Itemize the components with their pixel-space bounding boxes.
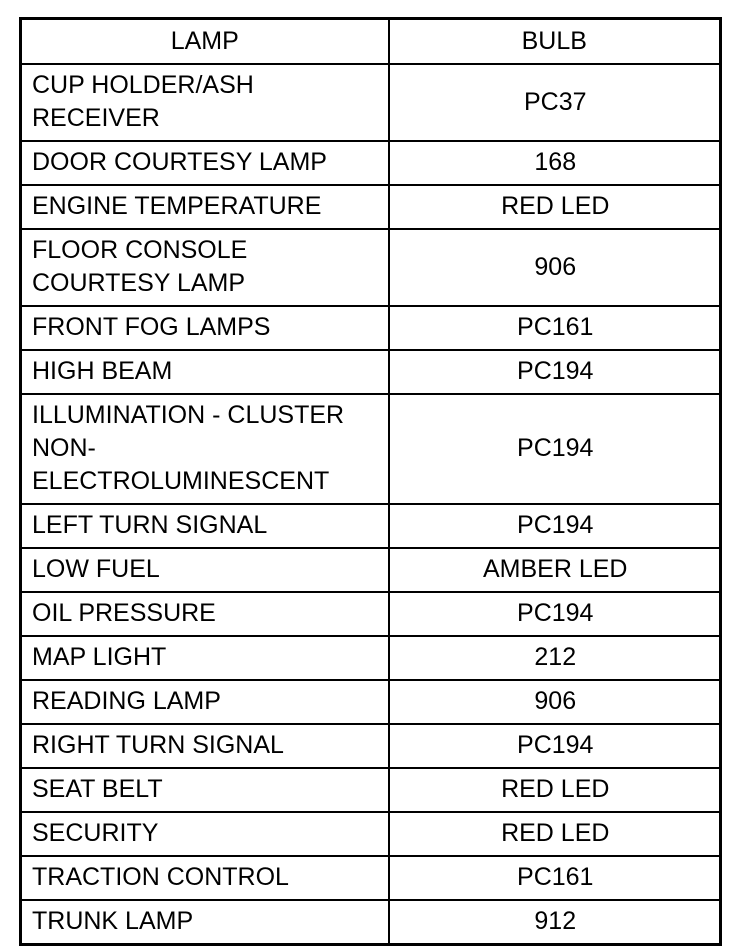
bulb-cell: 906: [389, 229, 721, 306]
bulb-cell: PC161: [389, 306, 721, 350]
bulb-cell: 212: [389, 636, 721, 680]
bulb-cell: PC194: [389, 394, 721, 504]
table-header-row: [21, 19, 721, 65]
table-row: [21, 394, 721, 504]
table-row: [21, 504, 721, 548]
table-row: [21, 229, 721, 306]
lamp-column-header: LAMP: [21, 19, 389, 65]
lamp-cell: FLOOR CONSOLE COURTESY LAMP: [21, 229, 389, 306]
lamp-cell: SEAT BELT: [21, 768, 389, 812]
table-row: [21, 141, 721, 185]
table-row: [21, 548, 721, 592]
table-row: [21, 900, 721, 945]
bulb-cell: PC194: [389, 724, 721, 768]
table-row: [21, 350, 721, 394]
lamp-cell: READING LAMP: [21, 680, 389, 724]
lamp-cell: OIL PRESSURE: [21, 592, 389, 636]
bulb-cell: PC194: [389, 592, 721, 636]
lamp-cell: HIGH BEAM: [21, 350, 389, 394]
bulb-cell: PC194: [389, 504, 721, 548]
lamp-cell: TRACTION CONTROL: [21, 856, 389, 900]
lamp-cell: RIGHT TURN SIGNAL: [21, 724, 389, 768]
bulb-cell: RED LED: [389, 812, 721, 856]
lamp-cell: DOOR COURTESY LAMP: [21, 141, 389, 185]
bulb-column-header: BULB: [389, 19, 721, 65]
table-row: [21, 856, 721, 900]
lamp-cell: FRONT FOG LAMPS: [21, 306, 389, 350]
table-row: [21, 768, 721, 812]
table-row: [21, 680, 721, 724]
lamp-cell: ENGINE TEMPERATURE: [21, 185, 389, 229]
table-row: [21, 812, 721, 856]
lamp-bulb-table: [19, 17, 722, 946]
table-row: [21, 185, 721, 229]
bulb-cell: PC161: [389, 856, 721, 900]
lamp-cell: MAP LIGHT: [21, 636, 389, 680]
bulb-cell: 168: [389, 141, 721, 185]
bulb-cell: 912: [389, 900, 721, 945]
table-row: [21, 592, 721, 636]
bulb-cell: 906: [389, 680, 721, 724]
bulb-cell: RED LED: [389, 185, 721, 229]
bulb-cell: RED LED: [389, 768, 721, 812]
bulb-cell: PC37: [389, 64, 721, 141]
lamp-cell: ILLUMINATION - CLUSTER NON-ELECTROLUMINESCENT: [21, 394, 389, 504]
bulb-cell: AMBER LED: [389, 548, 721, 592]
table-row: [21, 306, 721, 350]
table-row: [21, 64, 721, 141]
lamp-cell: LEFT TURN SIGNAL: [21, 504, 389, 548]
lamp-cell: SECURITY: [21, 812, 389, 856]
lamp-cell: LOW FUEL: [21, 548, 389, 592]
lamp-cell: CUP HOLDER/ASH RECEIVER: [21, 64, 389, 141]
table-row: [21, 636, 721, 680]
lamp-cell: TRUNK LAMP: [21, 900, 389, 945]
bulb-cell: PC194: [389, 350, 721, 394]
table-row: [21, 724, 721, 768]
